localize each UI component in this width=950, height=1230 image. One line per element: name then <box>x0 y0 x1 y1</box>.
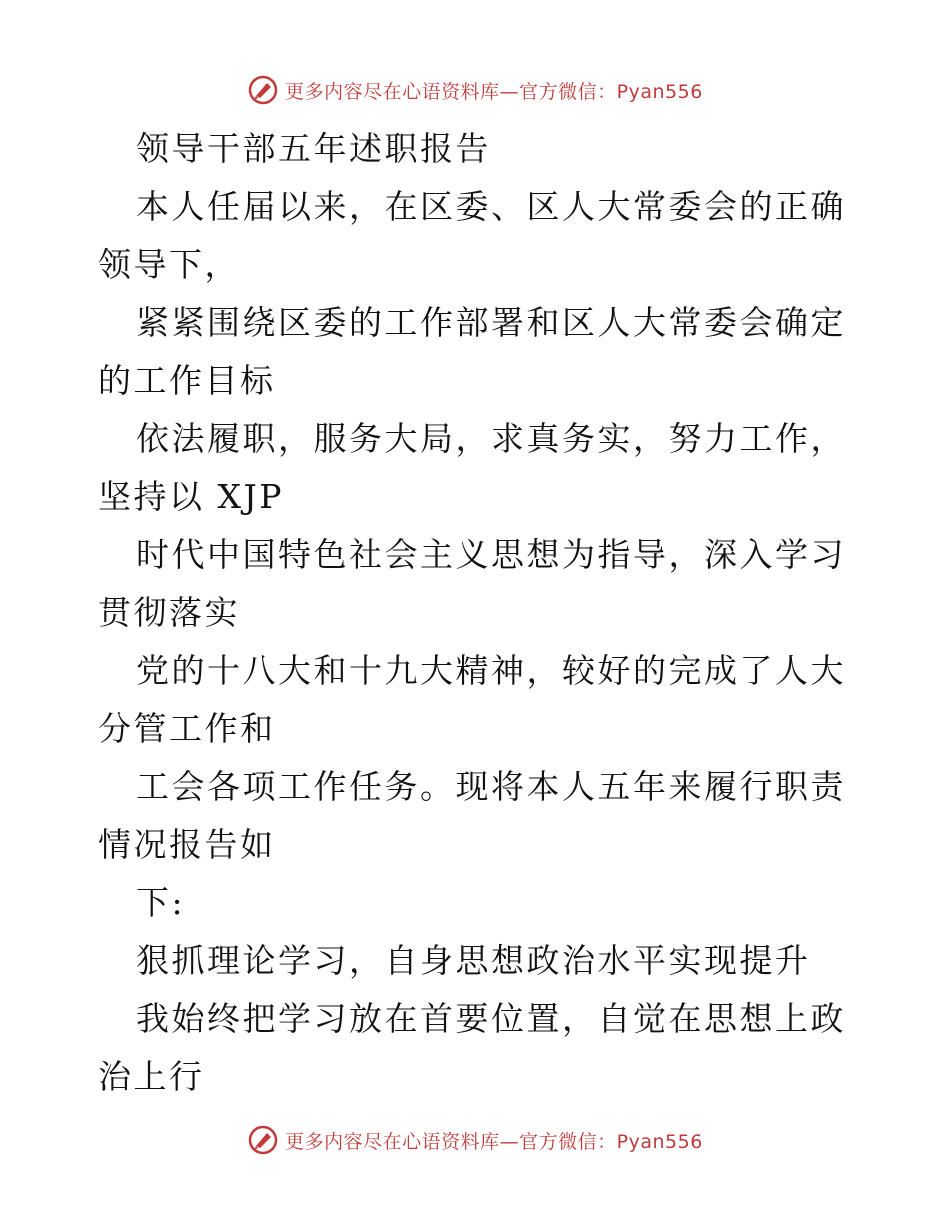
paragraph: 紧紧围绕区委的工作部署和区人大常委会确定的工作目标 <box>98 303 846 400</box>
watermark-text: 更多内容尽在心语资料库—官方微信：Pyan556 <box>285 1130 703 1153</box>
section-heading: 狠抓理论学习，自身思想政治水平实现提升 <box>136 941 811 980</box>
paragraph: 我始终把学习放在首要位置，自觉在思想上政治上行 <box>98 999 846 1096</box>
paragraph: 时代中国特色社会主义思想为指导，深入学习贯彻落实 <box>98 535 846 632</box>
document-title: 领导干部五年述职报告 <box>136 129 491 168</box>
pen-nib-logo-icon <box>247 74 279 106</box>
document-body <box>98 120 858 1106</box>
footer-watermark <box>0 1120 950 1160</box>
watermark-text: 更多内容尽在心语资料库—官方微信：Pyan556 <box>285 80 703 103</box>
pen-nib-logo-icon <box>247 1124 279 1156</box>
paragraph: 依法履职，服务大局，求真务实，努力工作，坚持以 XJP <box>98 419 846 516</box>
paragraph: 本人任届以来，在区委、区人大常委会的正确领导下， <box>98 187 846 284</box>
paragraph: 下: <box>136 883 186 922</box>
paragraph: 党的十八大和十九大精神，较好的完成了人大分管工作和 <box>98 651 846 748</box>
header-watermark <box>0 70 950 110</box>
paragraph: 工会各项工作任务。现将本人五年来履行职责情况报告如 <box>98 767 846 864</box>
